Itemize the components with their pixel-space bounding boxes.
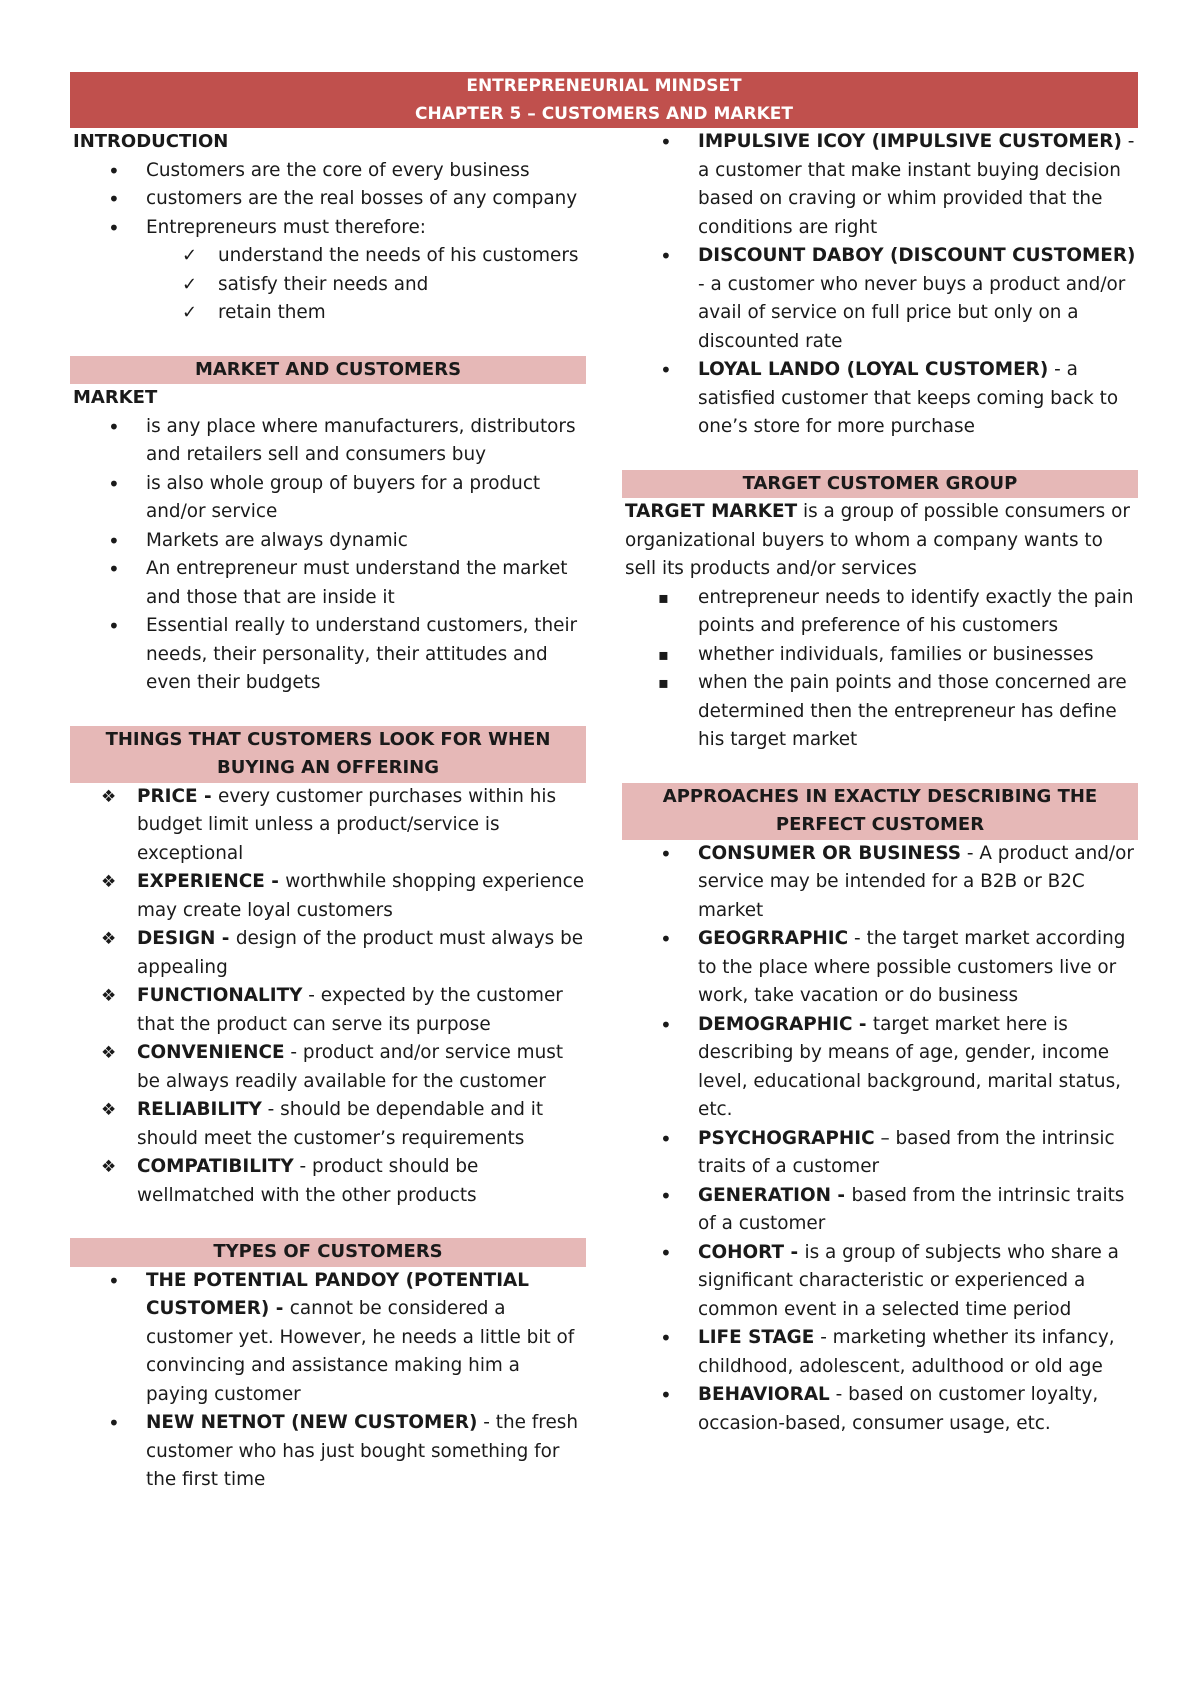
list-item: • Entrepreneurs must therefore: bbox=[70, 214, 586, 243]
list-item: ▪ whether individuals, families or businesses bbox=[622, 641, 1138, 670]
document-title: ENTREPRENEURIAL MINDSET bbox=[466, 76, 742, 96]
term: TARGET MARKET bbox=[625, 501, 798, 522]
page-header bbox=[70, 72, 1138, 128]
term: CONSUMER OR BUSINESS bbox=[698, 842, 961, 864]
chapter-title: CHAPTER 5 – CUSTOMERS AND MARKET bbox=[414, 104, 794, 124]
list-item: • PSYCHOGRAPHIC – based from the intrinsic traits of a customer bbox=[622, 1125, 1138, 1182]
list-item: • is also whole group of buyers for a product and/or service bbox=[70, 470, 586, 527]
list-item: • Customers are the core of every business bbox=[70, 157, 586, 186]
term: DISCOUNT DABOY (DISCOUNT CUSTOMER) bbox=[698, 245, 1136, 266]
list-item: ❖ COMPATIBILITY - product should be wellmatched with the other products bbox=[70, 1153, 586, 1210]
list-item: • LIFE STAGE - marketing whether its infancy, childhood, adolescent, adulthood or old age bbox=[622, 1324, 1138, 1381]
list-item: • customers are the real bosses of any company bbox=[70, 185, 586, 214]
term: DESIGN bbox=[137, 928, 216, 949]
market-list bbox=[70, 413, 586, 698]
section-heading-market-and-customers: MARKET AND CUSTOMERS bbox=[70, 356, 586, 385]
term: IMPULSIVE ICOY (IMPULSIVE CUSTOMER) bbox=[698, 131, 1122, 152]
term: LOYAL LANDO (LOYAL CUSTOMER) bbox=[698, 359, 1049, 380]
approaches-list bbox=[622, 840, 1138, 1439]
list-item: ❖ EXPERIENCE - worthwhile shopping experience may create loyal customers bbox=[70, 868, 586, 925]
section-heading-types-of-customers: TYPES OF CUSTOMERS bbox=[70, 1238, 586, 1267]
term: COHORT bbox=[698, 1241, 785, 1263]
check-item: ✓ satisfy their needs and bbox=[70, 271, 586, 300]
right-column bbox=[622, 128, 1138, 1438]
term: BEHAVIORAL bbox=[698, 1384, 830, 1405]
customer-types-list-continued bbox=[622, 128, 1138, 442]
term: GEOGRRAPHIC bbox=[698, 928, 849, 949]
introduction-checklist bbox=[70, 242, 586, 328]
list-item: • COHORT - is a group of subjects who share a significant characteristic or experienced a common event in a selected time period bbox=[622, 1239, 1138, 1325]
list-item: • GEOGRRAPHIC - the target market according to the place where possible customers live or work, take vacation or do business bbox=[622, 925, 1138, 1011]
term: RELIABILITY bbox=[137, 1099, 262, 1120]
term: NEW NETNOT (NEW CUSTOMER) bbox=[146, 1412, 478, 1433]
term: DEMOGRAPHIC bbox=[698, 1013, 853, 1035]
term: FUNCTIONALITY bbox=[137, 985, 303, 1006]
section-heading-things-customers-look-for: THINGS THAT CUSTOMERS LOOK FOR WHEN BUYING AN OFFERING bbox=[70, 726, 586, 783]
list-item: • DISCOUNT DABOY (DISCOUNT CUSTOMER) - a customer who never buys a product and/or avail of service on full price but only on a discounted rate bbox=[622, 242, 1138, 356]
term: PSYCHOGRAPHIC bbox=[698, 1127, 875, 1149]
list-item: • GENERATION - based from the intrinsic traits of a customer bbox=[622, 1182, 1138, 1239]
list-item: • An entrepreneur must understand the market and those that are inside it bbox=[70, 555, 586, 612]
term: LIFE STAGE bbox=[698, 1327, 815, 1348]
left-column bbox=[70, 128, 586, 1495]
section-heading-target-customer-group: TARGET CUSTOMER GROUP bbox=[622, 470, 1138, 499]
introduction-title: INTRODUCTION bbox=[73, 131, 229, 152]
section-heading-approaches: APPROACHES IN EXACTLY DESCRIBING THE PERFECT CUSTOMER bbox=[622, 783, 1138, 840]
list-item: ❖ FUNCTIONALITY - expected by the customer that the product can serve its purpose bbox=[70, 982, 586, 1039]
list-item: ❖ PRICE - every customer purchases within his budget limit unless a product/service is exceptional bbox=[70, 783, 586, 869]
term: EXPERIENCE bbox=[137, 871, 265, 892]
list-item: • Essential really to understand customers, their needs, their personality, their attitudes and even their budgets bbox=[70, 612, 586, 698]
list-item: • Markets are always dynamic bbox=[70, 527, 586, 556]
list-item: • LOYAL LANDO (LOYAL CUSTOMER) - a satisfied customer that keeps coming back to one’s store for more purchase bbox=[622, 356, 1138, 442]
list-item: • is any place where manufacturers, distributors and retailers sell and consumers buy bbox=[70, 413, 586, 470]
term: CONVENIENCE bbox=[137, 1042, 285, 1063]
target-market-list bbox=[622, 584, 1138, 755]
things-list bbox=[70, 783, 586, 1211]
check-item: ✓ understand the needs of his customers bbox=[70, 242, 586, 271]
list-item: ❖ RELIABILITY - should be dependable and it should meet the customer’s requirements bbox=[70, 1096, 586, 1153]
term: GENERATION bbox=[698, 1184, 831, 1206]
list-item: ▪ when the pain points and those concerned are determined then the entrepreneur has define his target market bbox=[622, 669, 1138, 755]
list-item: ❖ DESIGN - design of the product must always be appealing bbox=[70, 925, 586, 982]
term: PRICE bbox=[137, 785, 198, 807]
list-item: • BEHAVIORAL - based on customer loyalty, occasion-based, consumer usage, etc. bbox=[622, 1381, 1138, 1438]
list-item: • NEW NETNOT (NEW CUSTOMER) - the fresh customer who has just bought something for the first time bbox=[70, 1409, 586, 1495]
list-item: ❖ CONVENIENCE - product and/or service must be always readily available for the customer bbox=[70, 1039, 586, 1096]
term: THE POTENTIAL PANDOY (POTENTIAL CUSTOMER) bbox=[146, 1269, 529, 1319]
term: COMPATIBILITY bbox=[137, 1156, 294, 1177]
list-item: • DEMOGRAPHIC - target market here is describing by means of age, gender, income level, educational background, marital status, etc. bbox=[622, 1011, 1138, 1125]
introduction-list bbox=[70, 157, 586, 243]
list-item: • THE POTENTIAL PANDOY (POTENTIAL CUSTOMER) - cannot be considered a customer yet. However, he needs a little bit of convincing and assistance making him a paying customer bbox=[70, 1267, 586, 1410]
market-subtitle: MARKET bbox=[73, 387, 158, 408]
list-item: ▪ entrepreneur needs to identify exactly the pain points and preference of his customers bbox=[622, 584, 1138, 641]
check-item: ✓ retain them bbox=[70, 299, 586, 328]
customer-types-list bbox=[70, 1267, 586, 1495]
list-item: • IMPULSIVE ICOY (IMPULSIVE CUSTOMER) - a customer that make instant buying decision based on craving or whim provided that the conditions are right bbox=[622, 128, 1138, 242]
target-market-definition: TARGET MARKET is a group of possible consumers or organizational buyers to whom a company wants to sell its products and/or services bbox=[625, 501, 1130, 579]
list-item: • CONSUMER OR BUSINESS - A product and/or service may be intended for a B2B or B2C market bbox=[622, 840, 1138, 926]
